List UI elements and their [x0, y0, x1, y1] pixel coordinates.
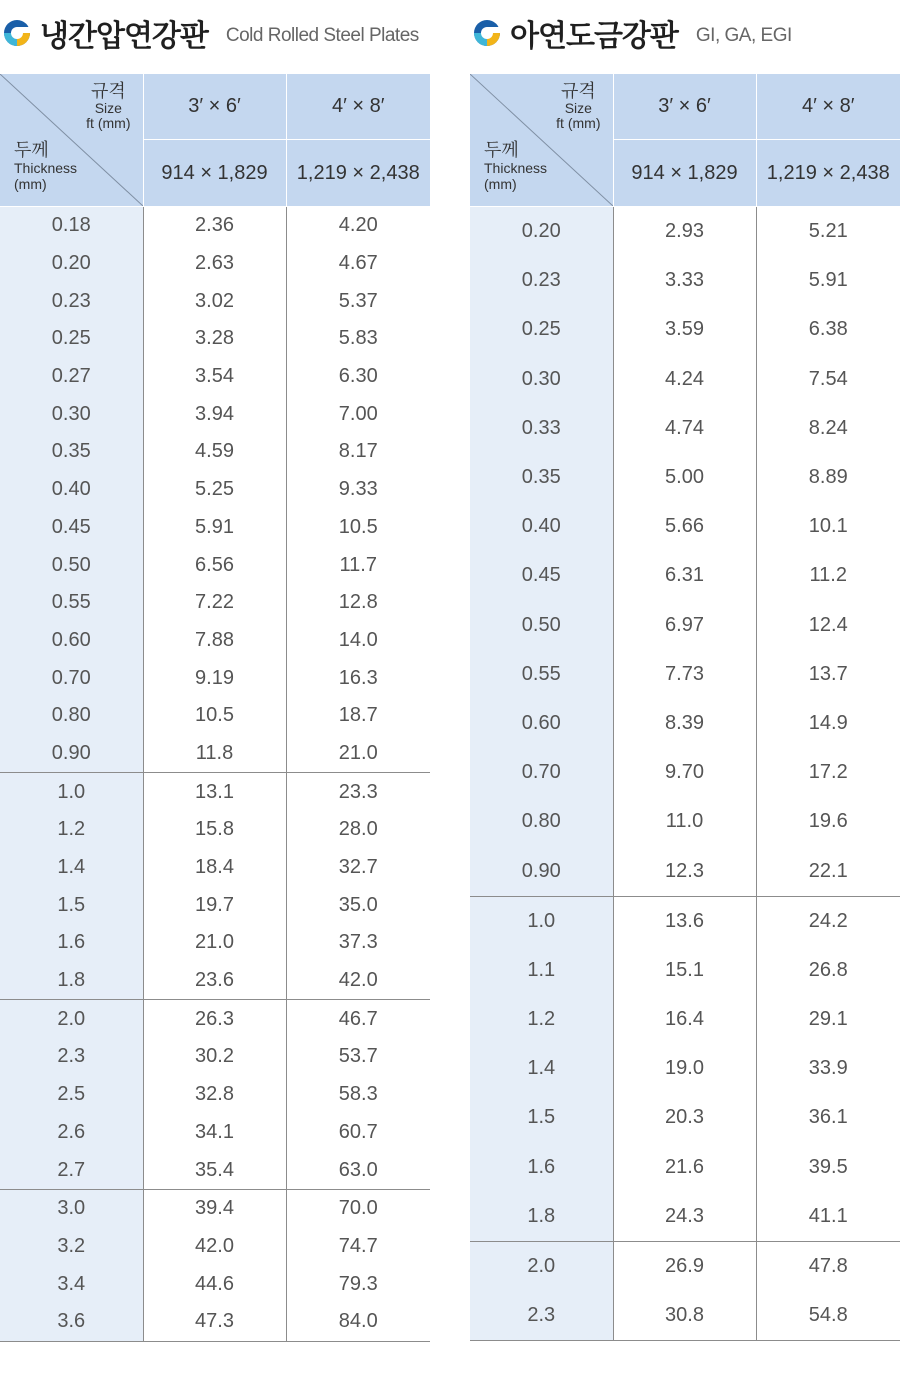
weight-4x8-cell: 17.2 [808, 761, 848, 784]
weight-4x8-cell: 47.8 [756, 1241, 900, 1291]
table-row [470, 1044, 900, 1093]
thickness-cell: 2.0 [0, 1000, 143, 1038]
table-row [0, 1038, 430, 1076]
table-row [0, 773, 430, 811]
company-logo-icon [2, 18, 32, 48]
weight-3x6-cell: 6.56 [143, 546, 286, 584]
thickness-cell: 1.0 [470, 896, 613, 946]
title-english: GI, GA, EGI [695, 25, 792, 46]
weight-4x8-cell: 5.91 [808, 269, 848, 292]
weight-4x8-cell: 84.0 [286, 1303, 430, 1341]
weight-3x6-cell: 30.8 [613, 1291, 756, 1341]
weight-4x8-cell: 14.0 [338, 628, 378, 651]
weight-3x6-cell: 5.66 [613, 502, 756, 551]
table-row [0, 622, 430, 660]
weight-4x8-cell: 10.1 [808, 515, 848, 538]
weight-4x8-cell: 12.4 [808, 613, 848, 636]
weight-4x8-cell: 9.33 [338, 478, 378, 501]
weight-4x8-cell: 33.9 [808, 1057, 848, 1080]
table-row [0, 1114, 430, 1152]
weight-4x8-cell: 5.37 [338, 289, 378, 312]
table-row [470, 601, 900, 650]
weight-3x6-cell: 7.22 [143, 584, 286, 622]
thickness-label: 두께 Thickness (mm) [14, 140, 78, 192]
table-row [470, 1241, 900, 1291]
thickness-cell: 1.5 [470, 1093, 613, 1142]
thickness-cell: 0.25 [0, 320, 143, 358]
weight-3x6-cell: 21.0 [143, 924, 286, 962]
weight-3x6-cell: 4.24 [613, 355, 756, 404]
weight-3x6-cell: 26.3 [143, 1000, 286, 1038]
table-row [470, 995, 900, 1044]
weight-4x8-cell: 10.5 [338, 515, 378, 538]
table-row [0, 659, 430, 697]
weight-3x6-cell: 3.02 [143, 282, 286, 320]
weight-4x8-cell: 11.2 [809, 564, 847, 587]
weight-4x8-cell: 35.0 [338, 893, 378, 916]
table-row [470, 207, 900, 257]
weight-3x6-cell: 12.3 [613, 846, 756, 896]
weight-4x8-cell: 36.1 [808, 1106, 848, 1129]
weight-4x8-cell: 11.7 [339, 553, 377, 576]
column-header-4x8-ft: 4′ × 8′ [756, 74, 900, 140]
weight-3x6-cell: 47.3 [143, 1303, 286, 1341]
table-row [470, 946, 900, 995]
table-row [470, 256, 900, 305]
weight-3x6-cell: 3.33 [613, 256, 756, 305]
thickness-cell: 0.70 [470, 748, 613, 797]
thickness-cell: 1.2 [0, 811, 143, 849]
thickness-cell: 1.4 [0, 849, 143, 887]
table-row [0, 735, 430, 773]
weight-3x6-cell: 18.4 [143, 849, 286, 887]
table-row [0, 697, 430, 735]
thickness-cell: 2.7 [0, 1151, 143, 1189]
table-row [0, 395, 430, 433]
thickness-cell: 1.8 [0, 962, 143, 1000]
table-row [0, 1076, 430, 1114]
weight-4x8-cell: 29.1 [808, 1008, 848, 1031]
thickness-cell: 0.80 [0, 697, 143, 735]
thickness-cell: 1.6 [470, 1143, 613, 1192]
weight-3x6-cell: 2.93 [613, 207, 756, 257]
weight-4x8-cell: 8.89 [808, 466, 848, 489]
thickness-cell: 0.27 [0, 358, 143, 396]
thickness-cell: 0.33 [470, 404, 613, 453]
weight-4x8-cell: 23.3 [286, 773, 430, 811]
table-row [470, 1192, 900, 1242]
table-row [0, 849, 430, 887]
weight-4x8-cell: 12.8 [338, 591, 378, 614]
weight-3x6-cell: 4.59 [143, 433, 286, 471]
column-header-4x8-ft: 4′ × 8′ [286, 74, 430, 140]
weight-3x6-cell: 15.1 [613, 946, 756, 995]
table-row [0, 282, 430, 320]
thickness-cell: 3.4 [0, 1265, 143, 1303]
column-header-3x6-ft: 3′ × 6′ [613, 74, 756, 140]
table-row [0, 509, 430, 547]
weight-3x6-cell: 39.4 [143, 1189, 286, 1227]
thickness-cell: 0.35 [0, 433, 143, 471]
weight-4x8-cell: 28.0 [338, 818, 378, 841]
column-header-4x8-mm: 1,219 × 2,438 [286, 140, 430, 207]
table-row [0, 1228, 430, 1266]
weight-4x8-cell: 39.5 [808, 1155, 848, 1178]
weight-4x8-cell: 46.7 [286, 1000, 430, 1038]
header-corner-cell [470, 74, 613, 207]
weight-4x8-cell: 54.8 [756, 1291, 900, 1341]
table-row [0, 1000, 430, 1038]
thickness-cell: 0.55 [0, 584, 143, 622]
weight-3x6-cell: 15.8 [143, 811, 286, 849]
weight-3x6-cell: 32.8 [143, 1076, 286, 1114]
column-header-3x6-ft: 3′ × 6′ [143, 74, 286, 140]
weight-4x8-cell: 14.9 [808, 711, 848, 734]
thickness-cell: 1.2 [470, 995, 613, 1044]
table-row [0, 886, 430, 924]
weight-3x6-cell: 7.88 [143, 622, 286, 660]
thickness-cell: 0.70 [0, 659, 143, 697]
thickness-cell: 2.3 [0, 1038, 143, 1076]
weight-4x8-cell: 41.1 [808, 1204, 848, 1227]
table-row [0, 584, 430, 622]
thickness-cell: 0.40 [470, 502, 613, 551]
table-row [470, 699, 900, 748]
weight-3x6-cell: 24.3 [613, 1192, 756, 1242]
weight-3x6-cell: 10.5 [143, 697, 286, 735]
thickness-cell: 2.6 [0, 1114, 143, 1152]
thickness-cell: 0.18 [0, 207, 143, 245]
weight-3x6-cell: 5.25 [143, 471, 286, 509]
weight-3x6-cell: 6.97 [613, 601, 756, 650]
thickness-cell: 0.45 [470, 551, 613, 600]
weight-3x6-cell: 19.7 [143, 886, 286, 924]
weight-3x6-cell: 16.4 [613, 995, 756, 1044]
column-header-4x8-mm: 1,219 × 2,438 [756, 140, 900, 207]
weight-3x6-cell: 13.1 [143, 773, 286, 811]
thickness-cell: 0.50 [470, 601, 613, 650]
table-row [0, 924, 430, 962]
weight-3x6-cell: 20.3 [613, 1093, 756, 1142]
table-row [470, 650, 900, 699]
table-row [0, 358, 430, 396]
table-row [470, 1143, 900, 1192]
weight-4x8-cell: 42.0 [338, 969, 378, 992]
weight-3x6-cell: 42.0 [143, 1228, 286, 1266]
weight-4x8-cell: 5.83 [338, 327, 378, 350]
weight-4x8-cell: 74.7 [338, 1234, 378, 1257]
weight-4x8-cell: 79.3 [338, 1272, 378, 1295]
thickness-cell: 0.40 [0, 471, 143, 509]
weight-4x8-cell: 63.0 [338, 1158, 378, 1181]
weight-4x8-cell: 58.3 [338, 1083, 378, 1106]
thickness-cell: 0.50 [0, 546, 143, 584]
weight-4x8-cell: 26.8 [808, 958, 848, 981]
weight-4x8-cell: 5.21 [808, 220, 848, 243]
table-row [470, 797, 900, 846]
weight-4x8-cell: 53.7 [338, 1045, 378, 1068]
table-row [0, 546, 430, 584]
header-corner-cell [0, 74, 143, 207]
table-body [0, 207, 430, 1342]
table-row [0, 207, 430, 245]
weight-3x6-cell: 21.6 [613, 1143, 756, 1192]
thickness-cell: 0.20 [0, 245, 143, 283]
thickness-cell: 0.23 [470, 256, 613, 305]
thickness-cell: 3.0 [0, 1189, 143, 1227]
weight-3x6-cell: 26.9 [613, 1241, 756, 1291]
thickness-cell: 1.0 [0, 773, 143, 811]
weight-3x6-cell: 2.36 [143, 207, 286, 245]
thickness-cell: 0.20 [470, 207, 613, 257]
table-row [470, 846, 900, 896]
weight-3x6-cell: 3.54 [143, 358, 286, 396]
weight-3x6-cell: 5.91 [143, 509, 286, 547]
table-row [470, 551, 900, 600]
table-row [470, 305, 900, 354]
thickness-cell: 3.2 [0, 1228, 143, 1266]
thickness-label: 두께 Thickness (mm) [484, 140, 548, 192]
section-title-cold-rolled [2, 10, 419, 56]
thickness-cell: 0.30 [470, 355, 613, 404]
weight-4x8-cell: 19.6 [808, 810, 848, 833]
table-row [0, 1303, 430, 1341]
table-row [470, 404, 900, 453]
weight-4x8-cell: 32.7 [338, 856, 378, 879]
thickness-cell: 0.60 [470, 699, 613, 748]
weight-3x6-cell: 11.8 [143, 735, 286, 773]
thickness-cell: 0.90 [470, 846, 613, 896]
weight-3x6-cell: 34.1 [143, 1114, 286, 1152]
weight-4x8-cell: 70.0 [286, 1189, 430, 1227]
title-korean: 아연도금강판 [510, 19, 678, 54]
weight-3x6-cell: 30.2 [143, 1038, 286, 1076]
table-row [0, 433, 430, 471]
weight-4x8-cell: 7.00 [338, 402, 378, 425]
weight-3x6-cell: 3.94 [143, 395, 286, 433]
weight-4x8-cell: 24.2 [756, 896, 900, 946]
weight-4x8-cell: 60.7 [338, 1120, 378, 1143]
table-row [470, 453, 900, 502]
table-row [470, 1093, 900, 1142]
thickness-cell: 0.25 [470, 305, 613, 354]
section-title-galvanized [472, 10, 792, 56]
weight-3x6-cell: 19.0 [613, 1044, 756, 1093]
weight-4x8-cell: 4.20 [338, 214, 378, 237]
thickness-cell: 0.80 [470, 797, 613, 846]
weight-3x6-cell: 3.28 [143, 320, 286, 358]
thickness-cell: 1.1 [470, 946, 613, 995]
weight-4x8-cell: 37.3 [338, 931, 378, 954]
weight-3x6-cell: 3.59 [613, 305, 756, 354]
weight-4x8-cell: 13.7 [808, 662, 848, 685]
column-header-3x6-mm: 914 × 1,829 [613, 140, 756, 207]
galvanized-weight-table [470, 74, 900, 1341]
weight-4x8-cell: 6.30 [338, 365, 378, 388]
thickness-cell: 2.5 [0, 1076, 143, 1114]
weight-4x8-cell: 7.54 [808, 367, 848, 390]
size-label: 규격 Size ft (mm) [556, 81, 601, 131]
title-english: Cold Rolled Steel Plates [225, 25, 419, 46]
thickness-cell: 0.23 [0, 282, 143, 320]
company-logo-icon [472, 18, 502, 48]
thickness-cell: 0.30 [0, 395, 143, 433]
weight-4x8-cell: 4.67 [338, 252, 378, 275]
weight-3x6-cell: 7.73 [613, 650, 756, 699]
cold-rolled-weight-table [0, 74, 430, 1342]
title-korean: 냉간압연강판 [40, 19, 208, 54]
weight-4x8-cell: 8.24 [808, 416, 848, 439]
weight-3x6-cell: 23.6 [143, 962, 286, 1000]
size-label: 규격 Size ft (mm) [86, 81, 131, 131]
weight-3x6-cell: 13.6 [613, 896, 756, 946]
weight-3x6-cell: 4.74 [613, 404, 756, 453]
thickness-cell: 2.0 [470, 1241, 613, 1291]
thickness-cell: 1.8 [470, 1192, 613, 1242]
table-row [0, 320, 430, 358]
table-row [470, 748, 900, 797]
thickness-cell: 0.60 [0, 622, 143, 660]
table-row [470, 1291, 900, 1341]
weight-4x8-cell: 16.3 [338, 666, 378, 689]
column-header-3x6-mm: 914 × 1,829 [143, 140, 286, 207]
weight-4x8-cell: 21.0 [338, 741, 378, 764]
table-row [470, 502, 900, 551]
table-row [0, 1189, 430, 1227]
thickness-cell: 1.5 [0, 886, 143, 924]
table-row [0, 471, 430, 509]
thickness-cell: 0.45 [0, 509, 143, 547]
table-row [0, 811, 430, 849]
weight-4x8-cell: 6.38 [808, 318, 848, 341]
table-row [0, 245, 430, 283]
thickness-cell: 0.35 [470, 453, 613, 502]
weight-3x6-cell: 44.6 [143, 1265, 286, 1303]
weight-3x6-cell: 35.4 [143, 1151, 286, 1189]
weight-3x6-cell: 5.00 [613, 453, 756, 502]
weight-3x6-cell: 6.31 [613, 551, 756, 600]
weight-4x8-cell: 18.7 [338, 704, 378, 727]
thickness-cell: 1.6 [0, 924, 143, 962]
table-row [0, 962, 430, 1000]
weight-3x6-cell: 2.63 [143, 245, 286, 283]
table-row [470, 896, 900, 946]
thickness-cell: 0.55 [470, 650, 613, 699]
thickness-cell: 2.3 [470, 1291, 613, 1341]
weight-3x6-cell: 11.0 [613, 797, 756, 846]
weight-3x6-cell: 9.19 [143, 659, 286, 697]
weight-4x8-cell: 22.1 [808, 859, 848, 882]
weight-3x6-cell: 8.39 [613, 699, 756, 748]
weight-3x6-cell: 9.70 [613, 748, 756, 797]
thickness-cell: 0.90 [0, 735, 143, 773]
table-row [470, 355, 900, 404]
table-body [470, 207, 900, 1341]
thickness-cell: 3.6 [0, 1303, 143, 1341]
table-row [0, 1151, 430, 1189]
thickness-cell: 1.4 [470, 1044, 613, 1093]
table-row [0, 1265, 430, 1303]
weight-4x8-cell: 8.17 [338, 440, 378, 463]
